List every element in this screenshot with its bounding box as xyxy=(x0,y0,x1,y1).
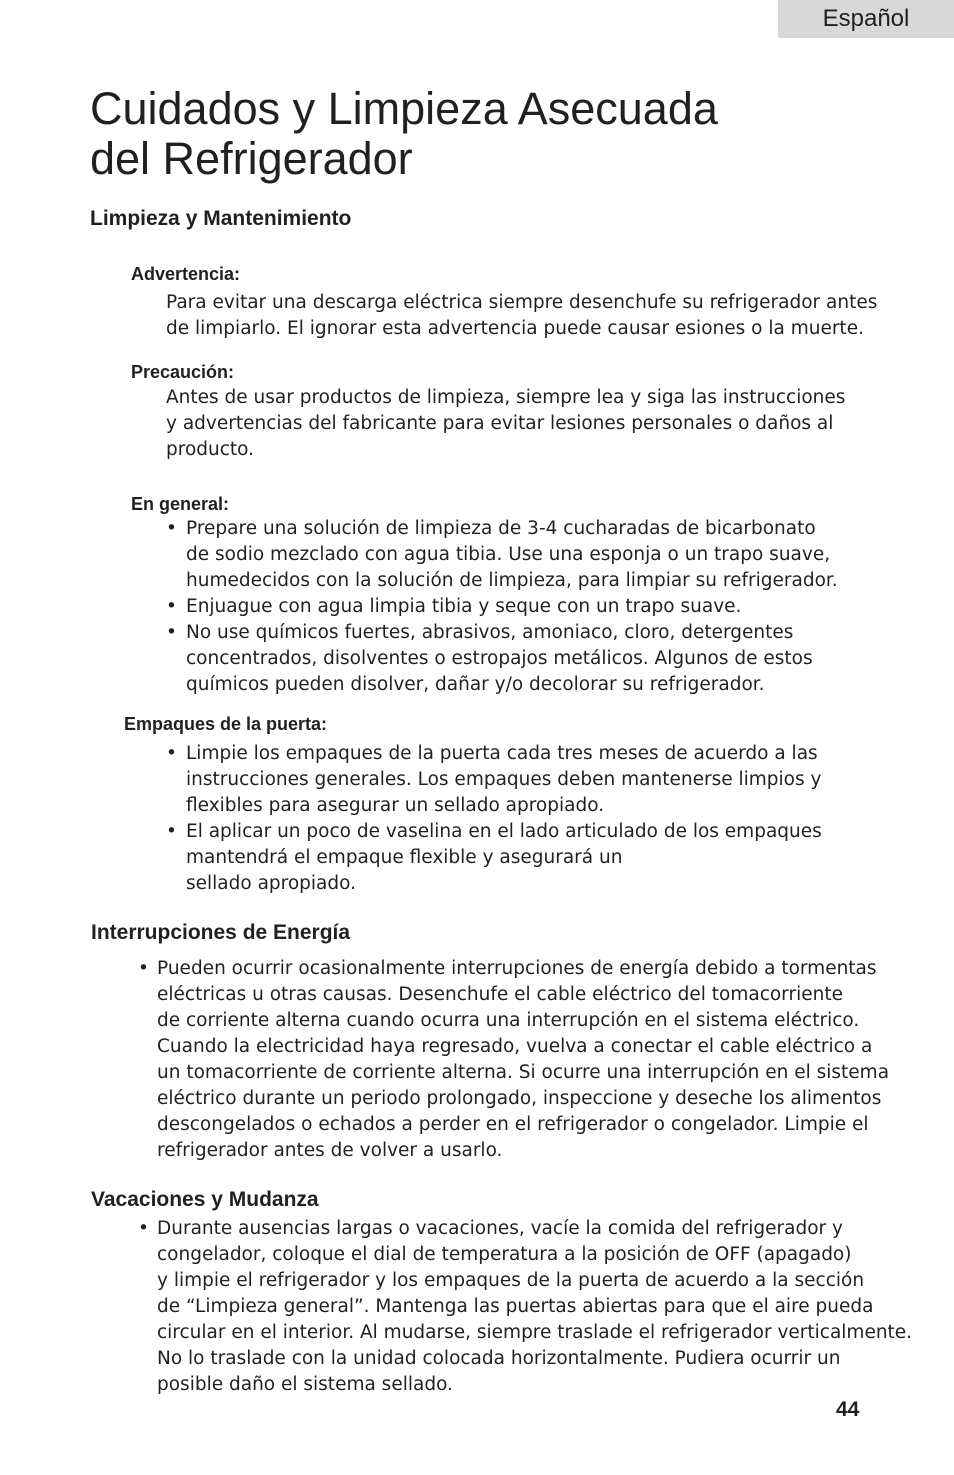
text-line: No use químicos fuertes, abrasivos, amoniaco, cloro, detergentes xyxy=(186,622,794,643)
bullet-icon: • xyxy=(166,743,177,764)
text-line: Limpie los empaques de la puerta cada tres meses de acuerdo a las xyxy=(186,743,818,764)
text-line: eléctrico durante un periodo prolongado, inspeccione y deseche los alimentos xyxy=(157,1088,882,1109)
bullet-icon: • xyxy=(166,622,177,643)
warning-label: Advertencia: xyxy=(131,264,241,284)
bullet-icon: • xyxy=(166,518,177,539)
text-line: Enjuague con agua limpia tibia y seque con un trapo suave. xyxy=(186,596,742,617)
text-line: refrigerador antes de volver a usarlo. xyxy=(157,1140,503,1161)
text-line: humedecidos con la solución de limpieza, para limpiar su refrigerador. xyxy=(186,570,838,591)
text-line: Prepare una solución de limpieza de 3-4 cucharadas de bicarbonato xyxy=(186,518,816,539)
bullet-icon: • xyxy=(138,1218,149,1239)
text-line: eléctricas u otras causas. Desenchufe el cable eléctrico del tomacorriente xyxy=(157,984,843,1005)
language-tab: Español xyxy=(778,0,954,38)
bullet-icon: • xyxy=(166,821,177,842)
title-line: Cuidados y Limpieza Asecuada xyxy=(90,83,718,134)
section-heading-vacation: Vacaciones y Mudanza xyxy=(91,1188,319,1211)
text-line: flexibles para asegurar un sellado apropiado. xyxy=(186,795,605,816)
warning-text xyxy=(166,290,877,342)
text-line: congelador, coloque el dial de temperatura a la posición de OFF (apagado) xyxy=(157,1244,852,1265)
text-line: de “Limpieza general”. Mantenga las puertas abiertas para que el aire pueda xyxy=(157,1296,874,1317)
text-line: concentrados, disolventes o estropajos metálicos. Algunos de estos xyxy=(186,648,813,669)
text-line: Para evitar una descarga eléctrica siempre desenchufe su refrigerador antes xyxy=(166,292,878,313)
page-number: 44 xyxy=(836,1398,860,1421)
bullet-icon: • xyxy=(166,596,177,617)
text-line: de limpiarlo. El ignorar esta advertencia puede causar esiones o la muerte. xyxy=(166,318,864,339)
page-title xyxy=(90,84,718,184)
text-line: Pueden ocurrir ocasionalmente interrupciones de energía debido a tormentas xyxy=(157,958,877,979)
text-line: descongelados o echados a perder en el refrigerador o congelador. Limpie el xyxy=(157,1114,869,1135)
caution-text xyxy=(166,385,845,463)
text-line: Cuando la electricidad haya regresado, vuelva a conectar el cable eléctrico a xyxy=(157,1036,873,1057)
bullet-icon: • xyxy=(138,958,149,979)
text-line: y limpie el refrigerador y los empaques de la puerta de acuerdo a la sección xyxy=(157,1270,865,1291)
title-line: del Refrigerador xyxy=(90,133,413,184)
text-line: circular en el interior. Al mudarse, siempre traslade el refrigerador verticalmente. xyxy=(157,1322,913,1343)
text-line: un tomacorriente de corriente alterna. Si ocurre una interrupción en el sistema xyxy=(157,1062,890,1083)
text-line: y advertencias del fabricante para evitar lesiones personales o daños al xyxy=(166,413,834,434)
text-line: No lo traslade con la unidad colocada horizontalmente. Pudiera ocurrir un xyxy=(157,1348,841,1369)
text-line: de sodio mezclado con agua tibia. Use una esponja o un trapo suave, xyxy=(186,544,831,565)
text-line: El aplicar un poco de vaselina en el lado articulado de los empaques xyxy=(186,821,822,842)
text-line: mantendrá el empaque flexible y asegurará un xyxy=(186,847,623,868)
text-line: sellado apropiado. xyxy=(186,873,357,894)
general-label: En general: xyxy=(131,494,230,514)
text-line: producto. xyxy=(166,439,255,460)
section-heading-power: Interrupciones de Energía xyxy=(91,921,351,944)
text-line: de corriente alterna cuando ocurra una interrupción en el sistema eléctrico. xyxy=(157,1010,860,1031)
text-line: Antes de usar productos de limpieza, siempre lea y siga las instrucciones xyxy=(166,387,846,408)
text-line: químicos pueden disolver, dañar y/o decolorar su refrigerador. xyxy=(186,674,765,695)
text-line: posible daño el sistema sellado. xyxy=(157,1374,453,1395)
section-heading-cleaning: Limpieza y Mantenimiento xyxy=(90,207,352,230)
caution-label: Precaución: xyxy=(131,362,235,382)
gaskets-label: Empaques de la puerta: xyxy=(124,714,328,734)
text-line: Durante ausencias largas o vacaciones, vacíe la comida del refrigerador y xyxy=(157,1218,843,1239)
text-line: instrucciones generales. Los empaques deben mantenerse limpios y xyxy=(186,769,822,790)
